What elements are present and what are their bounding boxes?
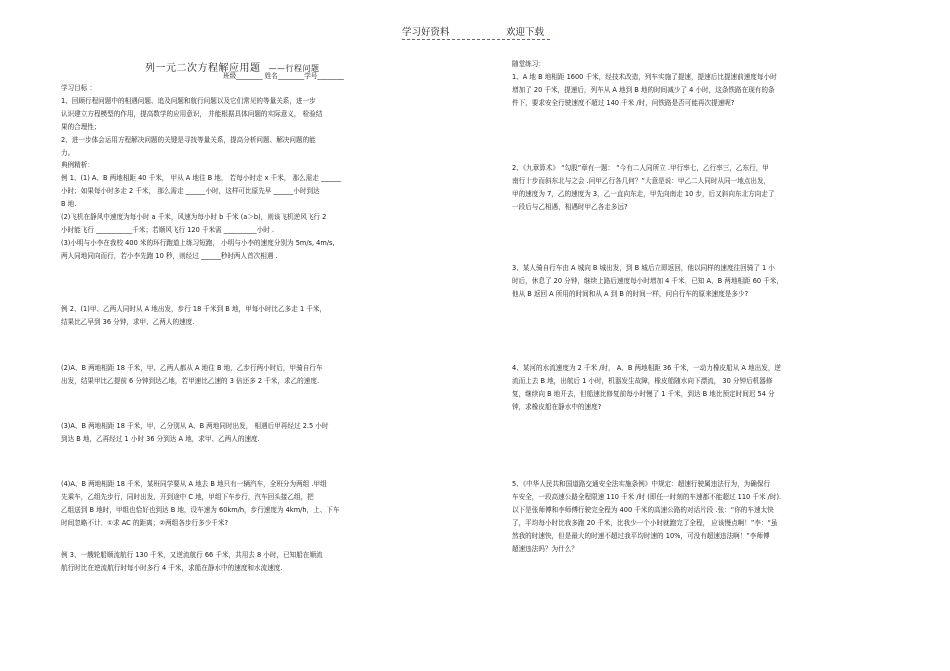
question5-line: 了，平均每小时比我多跑 20 千米，比我少一个小时就跑完了全程， 应该慢点啊！”李：“虽: [512, 518, 778, 527]
practice-section: [512, 58, 892, 110]
question3-line: 3、某人骑自行车由 A 城向 B 城出发，到 B 城后立即返回，他以同样的速度往回骑了 1 小: [512, 264, 775, 272]
objectives-section: [61, 82, 451, 263]
question2-line: 甲的速度为 7，乙的速度为 3，乙一直向东走，甲先向南走 10 步，后又斜向东北方向走了: [512, 189, 775, 198]
question5-line: 然我的时速快，但是最大的时速不超过我平均时速的 10%，可没有超速违法啊！”李师傅: [512, 531, 770, 540]
objective-line: 2、进一步体会运用方程解决问题的关键是寻找等量关系，提高分析问题、解决问题的能: [61, 135, 316, 144]
question2-line: 2、《九章算术》 “勾股”章有一题： “今有二人同所立 .甲行率七，乙行率三，乙东行，甲: [512, 164, 769, 172]
question1-line: 件下，要求安全行驶速度不超过 140 千米 /时，问铁路是否可能再次提速呢?: [512, 98, 735, 107]
question3-line: 他从 B 返回 A 所用的时间和从 A 到 B 的时间一样，问自行车的原来速度是多少?: [512, 289, 749, 298]
question5-line: 超速违法吗？为什么？: [512, 544, 578, 553]
objective-line: 力。: [61, 148, 75, 157]
example1-line: B 地.: [61, 200, 77, 209]
example3: [61, 549, 323, 575]
question3-line: 时后，休息了 20 分钟，继续上路后速度每小时增加 4 千米．已知 A、B 两地相距 60 千米，: [512, 276, 783, 285]
example2-4-line: 乙组送到 B 地时，甲组也恰好也到达 B 地，设车速为 60km/h，步行速度为 4km/h，上、下车: [61, 505, 340, 514]
example1-line: 例 1、(1) A、B 两地相距 40 千米， 甲从 A 地往 B 地， 若每小时走 x 千米， 那么需走 ______: [61, 174, 341, 183]
analysis-label: 典例精析：: [61, 161, 94, 170]
objectives-label: 学习目标 ：: [61, 84, 97, 92]
question5: [512, 478, 781, 555]
example3-line: 例 3、一艘轮船顺流航行 130 千米，又逆流航行 66 千米，共用去 8 小时，已知船在顺流: [61, 551, 323, 559]
header-right-text: 欢迎下载: [505, 27, 544, 38]
example2-part2: [61, 362, 322, 388]
question5-line: 5、《中华人民共和国道路交通安全法实施条例》中规定：超速行驶属违法行为，为确保行: [512, 480, 771, 488]
question2-line: 南行十步而斜东北与之会 .问甲乙行各几何？”大意是说：甲乙二人同时从同一地点出发，: [512, 176, 771, 185]
example2-4-line: 时间忽略不计．①求 AC 的距离；②两组各步行多少千米?: [61, 518, 228, 527]
example2-3-line: (3)A、B 两地相距 18 千米，甲，乙分别从 A、B 两地同时出发， 相遇后甲再经过 2.5 小时: [61, 422, 329, 430]
question4-line: 流而上去 B 地，出航后 1 小时，机器发生故障，橡皮船随水向下漂流， 30 分钟后机器修: [512, 376, 773, 385]
title-main: 列一元二次方程解应用题: [145, 63, 261, 74]
question4: [512, 362, 781, 414]
question4-line: 4、某河的水流速度为 2 千米 /时， A、B 两地相距 36 千米，一动力橡皮船从 A 地出发，逆: [512, 364, 782, 372]
example2-4-line: 先乘车，乙组先步行，同时出发，开到途中 C 地，甲组下车步行，汽车回头接乙组，把: [61, 492, 314, 501]
student-info-line: 班级________ 姓名________学号________: [223, 72, 344, 80]
example2-line: 例 2、(1)甲、乙两人同时从 A 地出发，步行 18 千米到 B 地，甲每小时比乙多走 1 千米，: [61, 305, 327, 313]
example2-2-line: (2)A、B 两地相距 18 千米，甲、乙两人都从 A 地往 B 地，乙步行两小时后，甲骑自行车: [61, 364, 323, 372]
objective-line: 认识建立方程模型的作用，提高数学的应用意识， 并能根据具体问题的实际意义， 检验结: [61, 109, 323, 118]
question4-line: 复，继续向 B 地开去，但船速比修复前每小时慢了 1 千米，到达 B 地比预定时间迟 54 分: [512, 389, 775, 398]
example2-3-line: 到达 B 地，乙再经过 1 小时 36 分到达 A 地，求甲、乙两人的速度.: [61, 434, 260, 443]
question2-line: 一段后与乙相遇，相遇时甲乙各走多远?: [512, 202, 628, 211]
example1-line: (2)飞机在静风中速度为每小时 a 千米，风速为每小时 b 千米 (a＞b)，则该飞机逆风飞行 2: [61, 213, 327, 222]
example2-part1: [61, 303, 326, 329]
question5-line: 车安全，一段高速公路全程限速 110 千米 /时 (即任一时刻的车速都不能超过 110 千米 /时).: [512, 492, 782, 501]
example2-2-line: 出发，结果甲比乙提前 6 分钟到达乙地，若甲速比乙速的 3 倍还多 2 千米，求乙的速度.: [61, 376, 320, 385]
question4-line: 钟，求橡皮船在静水中的速度?: [512, 402, 602, 411]
question1-line: 增加了 20 千米，提速后，列车从 A 地到 B 地的时间减少了 4 小时，这条铁路在现有的条: [512, 85, 775, 94]
example3-line: 航行时比在逆流航行时每小时多行 4 千米，求船在静水中的速度和水流速度.: [61, 563, 283, 572]
question3: [512, 262, 783, 301]
example1-line: 两人同地同向而行，若小李先跑 10 秒，则经过 ______秒时两人首次相遇 .: [61, 251, 278, 260]
question2: [512, 162, 775, 214]
objective-line: 果的合理性；: [61, 122, 101, 131]
page-header: [402, 24, 550, 40]
student-info: [223, 70, 344, 83]
title-sub: ——行程问题: [268, 64, 320, 73]
objective-line: 1、回顾行程问题中的相遇问题、追及问题和航行问题以及它们常见的等量关系，进一步: [61, 96, 316, 105]
example1-line: 小时；如果每小时多走 2 千米， 那么需走 ______小时，这样可比原先早 ______小时到达: [61, 187, 320, 196]
question1-line: 1、A 地 B 地相距 1600 千米，经技术改造，列车实施了提速，提速后比提速前速度每小时: [512, 72, 777, 81]
example2-part3: [61, 420, 328, 446]
example2-part4: [61, 478, 340, 530]
question5-line: 以下是张师傅和李师傅行驶完全程为 400 千米的高速公路的对话片段 .张：“你的车速太快: [512, 505, 774, 514]
example2-4-line: (4)A、B 两地相距 18 千米，某班同学要从 A 地去 B 地只有一辆汽车，全班分为两组 .甲组: [61, 480, 327, 488]
practice-label: 随堂练习：: [512, 60, 545, 68]
example1-line: (3)小明与小李在我校 400 米的环行跑道上练习短跑， 小明与小李的速度分别为 5m/s, 4m/s,: [61, 238, 335, 247]
example1-line: 小时能飞行 ___________千米；若顺风飞行 120 千米需 __________小时 .: [61, 225, 275, 234]
header-left-text: 学习好资料: [402, 27, 450, 38]
example2-line: 结果比乙早到 36 分钟，求甲、乙两人的速度.: [61, 317, 195, 326]
